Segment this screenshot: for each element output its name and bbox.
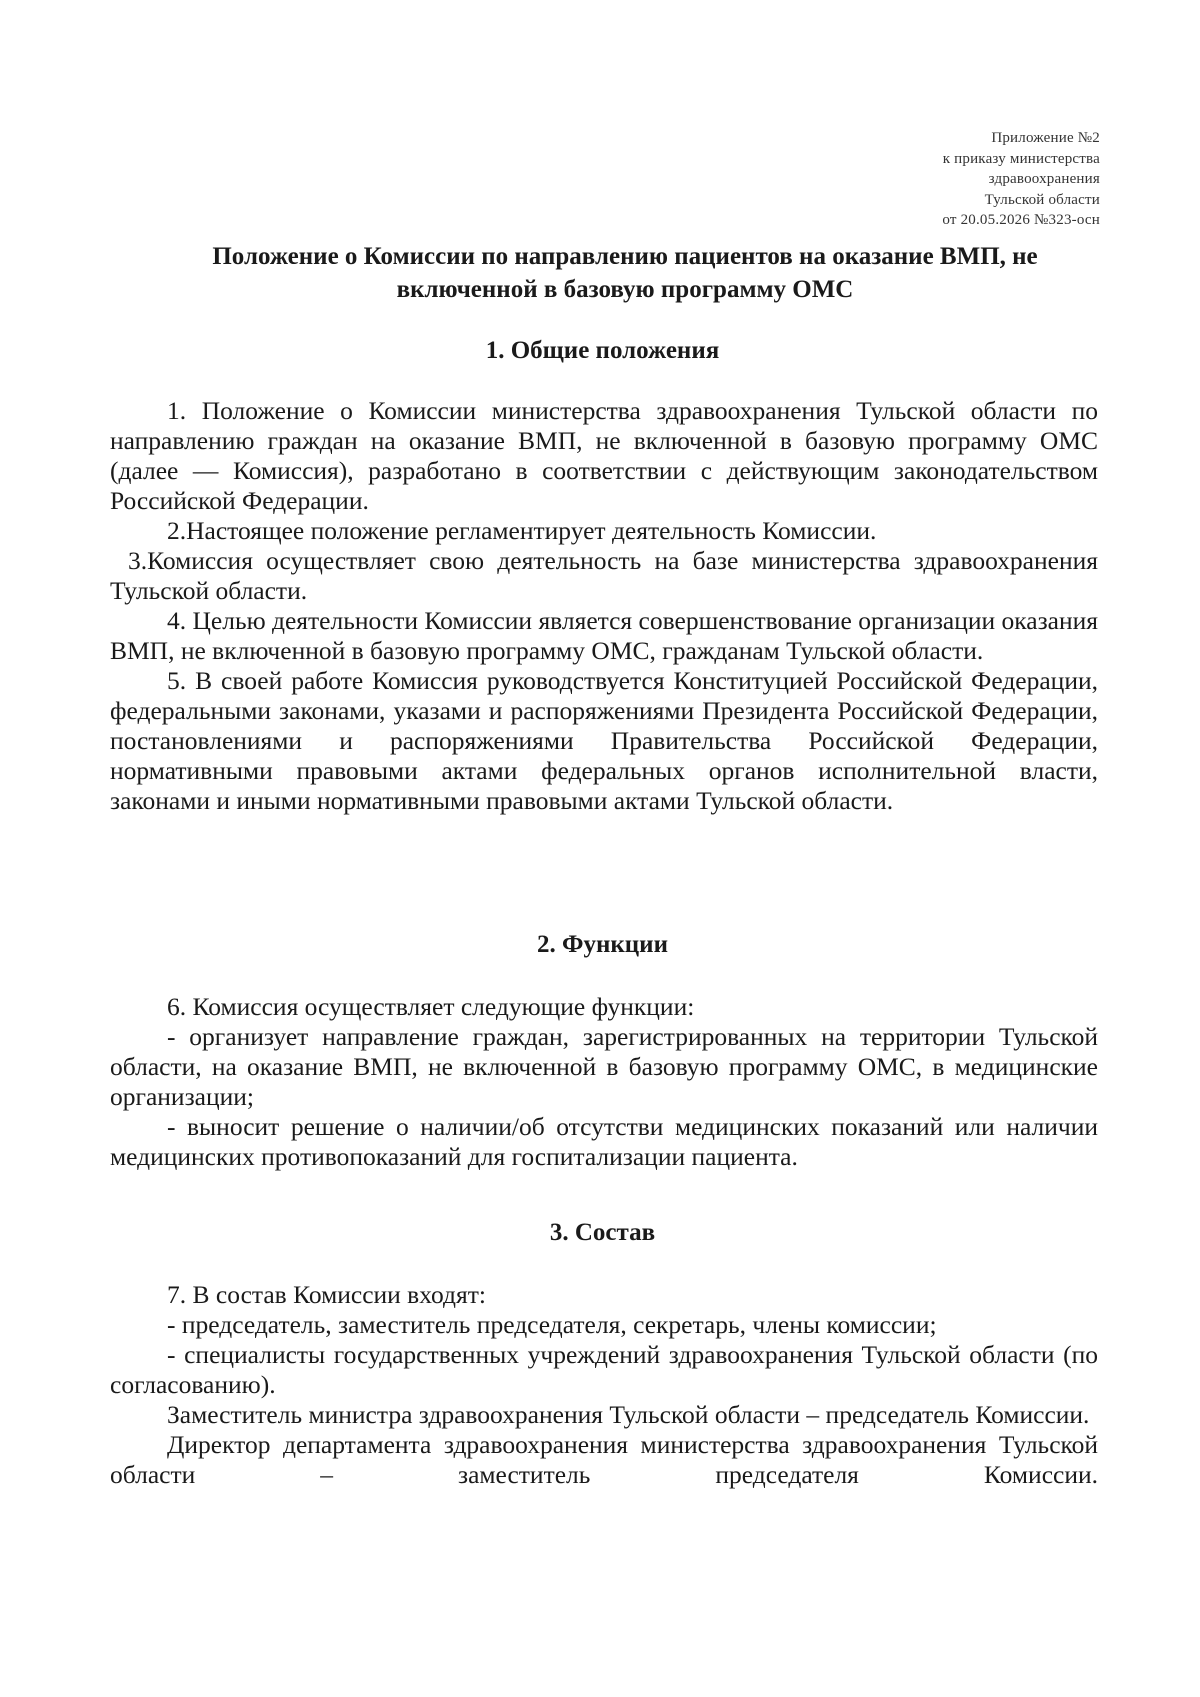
section-heading-composition: 3. Состав	[549, 1219, 656, 1246]
list-item: - председатель, заместитель председателя, секретарь, члены комиссии;	[167, 1310, 937, 1339]
section-heading-functions: 2. Функции	[537, 931, 668, 958]
annex-line: здравоохранения	[988, 171, 1100, 187]
annex-line: к приказу министерства	[942, 150, 1100, 167]
document-title-line: включенной в базовую программу ОМС	[396, 276, 854, 303]
paragraph: 3.Комиссия осуществляет свою деятельность на базе министерства здравоохранения Тульской области.	[110, 546, 1098, 605]
paragraph: 4. Целью деятельности Комиссии является совершенствование организации оказания ВМП, не включенной в базовую программу ОМС, гражданам Тульской области.	[110, 606, 1099, 665]
annex-line: Тульской области	[984, 191, 1100, 208]
paragraph: 6. Комиссия осуществляет следующие функции:	[167, 992, 695, 1021]
section-body-general	[110, 396, 1098, 816]
list-item: - выносит решение о наличии/об отсутстви медицинских показаний или наличии медицинских противопоказаний для госпитализации пациента.	[110, 1112, 1098, 1171]
document-title	[150, 240, 1100, 306]
annex-reference	[942, 128, 1100, 231]
annex-line: от 20.05.2026 №323-осн	[942, 212, 1100, 228]
list-item: - организует направление граждан, зарегистрированных на территории Тульской области, на оказание ВМП, не включенной в базовую программу ОМС, в медицинские организации;	[110, 1022, 1098, 1111]
paragraph: Директор департамента здравоохранения министерства здравоохранения Тульской области – заместитель председателя Комиссии.	[110, 1430, 1098, 1489]
paragraph: 5. В своей работе Комиссия руководствуется Конституцией Российской Федерации, федеральными законами, указами и распоряжениями Президента Российской Федерации, постановлениями и распоряжениями Правительства Российской Федерации, нормативными правовыми актами федеральных органов исполнительной власти, законами и иными нормативными правовыми актами Тульской области.	[110, 666, 1098, 815]
paragraph: 1. Положение о Комиссии министерства здравоохранения Тульской области по направлению граждан на оказание ВМП, не включенной в базовую программу ОМС (далее — Комиссия), разработано в соответствии с действующим законодательством Российской Федерации.	[110, 396, 1098, 515]
document-title-line: Положение о Комиссии по направлению пациентов на оказание ВМП, не	[212, 243, 1038, 270]
paragraph: Заместитель министра здравоохранения Тульской области – председатель Комиссии.	[167, 1400, 1090, 1429]
list-item: - специалисты государственных учреждений здравоохранения Тульской области (по согласованию).	[110, 1340, 1098, 1399]
annex-line: Приложение №2	[991, 130, 1100, 146]
paragraph: 7. В состав Комиссии входят:	[167, 1280, 486, 1309]
section-heading-general: 1. Общие положения	[485, 337, 720, 364]
section-body-functions	[110, 992, 1098, 1172]
paragraph: 2.Настоящее положение регламентирует деятельность Комиссии.	[167, 516, 877, 545]
section-body-composition	[110, 1280, 1098, 1490]
